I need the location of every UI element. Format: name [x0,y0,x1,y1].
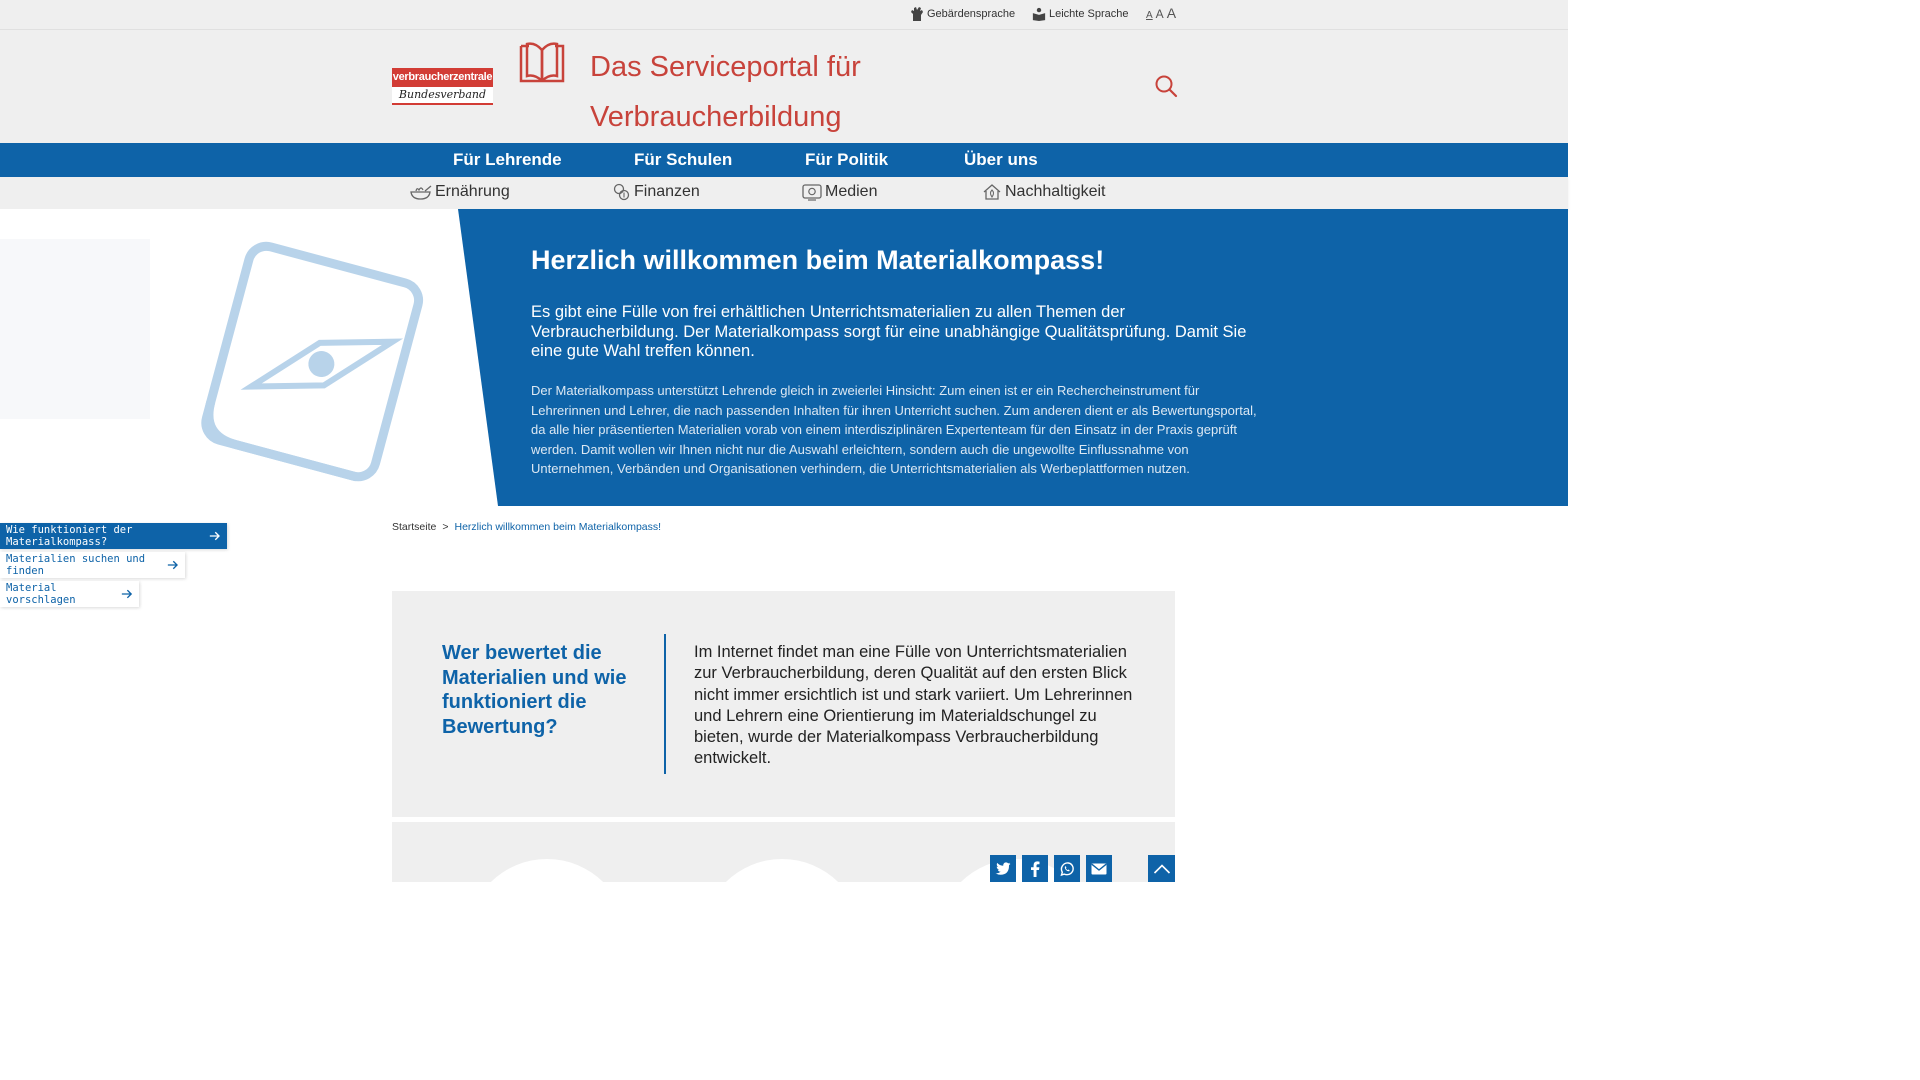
twitter-icon [995,862,1011,876]
green-house-icon [982,183,1002,201]
breadcrumb-separator: > [442,521,449,533]
arrow-right-icon [167,559,179,571]
hero-illustration-area [0,209,500,506]
site-header [0,30,1568,143]
portal-title[interactable] [590,42,910,142]
sidelink-suggest-material[interactable] [0,581,139,607]
topic-item-finanzen[interactable] [613,177,700,207]
circle-card [702,859,862,882]
share-email-button[interactable] [1086,855,1112,882]
breadcrumb-current: Herzlich willkommen beim Materialkompass! [454,521,662,533]
nav-item-ueber-uns[interactable]: Über uns [964,150,1038,169]
circle-card [467,859,627,882]
sidelink-label: Materialien suchen und finden [6,553,146,577]
back-to-top-button[interactable] [1148,855,1175,882]
easy-language-link[interactable] [1032,6,1129,22]
topic-label-finanzen: Finanzen [634,183,700,200]
coins-icon [613,183,631,201]
mail-icon [1091,863,1107,875]
topic-label-ernaehrung: Ernährung [435,183,510,200]
food-bowl-icon [410,184,432,200]
logo-top-text: verbraucherzentrale [392,68,493,87]
info-question: Wer bewertet die Materialien und wie funktioniert die Bewertung? [442,642,627,738]
font-size-small[interactable]: A [1146,10,1153,21]
portal-title-line2: Verbraucherbildung [590,101,842,133]
open-book-icon[interactable] [518,36,566,84]
font-size-switcher [1146,5,1176,21]
share-whatsapp-button[interactable] [1054,855,1080,882]
topic-item-ernaehrung[interactable] [410,177,510,207]
breadcrumb [392,521,661,533]
font-size-medium[interactable]: A [1155,7,1164,21]
facebook-icon [1030,861,1040,877]
arrow-right-icon [209,530,221,542]
whatsapp-icon [1059,861,1075,877]
main-navigation [0,143,1568,177]
sidelink-how-it-works[interactable] [0,523,227,549]
nav-item-lehrende[interactable]: Für Lehrende [453,150,562,169]
hero-title: Herzlich willkommen beim Materialkompass! [531,245,1105,275]
topic-item-medien[interactable] [802,177,877,207]
font-size-large[interactable]: A [1166,5,1177,21]
info-box [392,591,1175,817]
info-divider [664,634,666,774]
verbraucherzentrale-logo[interactable] [392,68,493,105]
breadcrumb-home[interactable]: Startseite [392,521,437,533]
arrow-right-icon [121,588,133,600]
topic-label-nachhaltigkeit: Nachhaltigkeit [1005,183,1106,200]
share-twitter-button[interactable] [990,855,1016,882]
sidelink-label: Material vorschlagen [6,582,76,606]
book-reader-icon [1032,6,1046,22]
chevron-up-icon [1153,863,1171,875]
nav-item-schulen[interactable]: Für Schulen [634,150,733,169]
info-answer: Im Internet findet man eine Fülle von Unterrichtsmaterialien zur Verbraucherbildung, deren Qualität auf den ersten Blick nicht immer ersichtlich ist und stark variiert. Um Lehrerinnen und Lehrern eine Orientierung im Materialdschungel zu bieten, wurde der Materialkompass Verbraucherbildung entwickelt. [694,643,1133,768]
share-facebook-button[interactable] [1022,855,1048,882]
hand-icon [910,6,924,22]
portal-title-line1: Das Serviceportal für [590,51,861,83]
utility-bar [0,0,1568,30]
sidelink-search-materials[interactable] [0,552,185,578]
hero-lead-text: Es gibt eine Fülle von frei erhältlichen Unterrichtsmaterialien zu allen Themen der Verbraucherbildung. Der Materialkompass sorgt für eine unabhängige Qualitätsprüfung. Damit Sie eine gute Wahl treffen können. [531,303,1247,360]
hero-body-text: Der Materialkompass unterstützt Lehrende gleich in zweierlei Hinsicht: Zum einen ist er ein Rechercheinstrument für Lehrerinnen und Lehrer, die nach passenden Inhalten für ihren Unterricht suchen. Zum anderen dient er als Bewertungsportal, da alle hier präsentierten Materialien vorab von einem interdisziplinären Expertenteam für den Einsatz in der Praxis geprüft werden. Damit wollen wir Ihnen nicht nur die Auswahl erleichtern, sondern auch die ungewollte Einflussnahme von Unternehmen, Verbänden und Organisationen verhindern, die Unterrichtsmaterialien als Werbeplattformen nutzen. [531,383,1257,476]
nav-item-politik[interactable]: Für Politik [805,150,889,169]
topic-label-medien: Medien [825,183,878,200]
easy-language-label: Leichte Sprache [1049,8,1129,20]
topic-navigation [0,177,1568,209]
sidelink-label: Wie funktioniert der Materialkompass? [6,524,133,548]
compass-book-illustration [0,209,500,506]
logo-bottom-text: Bundesverband [392,87,493,105]
sign-language-link[interactable] [910,6,1015,22]
search-icon[interactable] [1154,74,1178,98]
media-screen-icon [802,183,822,201]
sign-language-label: Gebärdensprache [927,8,1016,20]
topic-item-nachhaltigkeit[interactable] [982,177,1106,207]
